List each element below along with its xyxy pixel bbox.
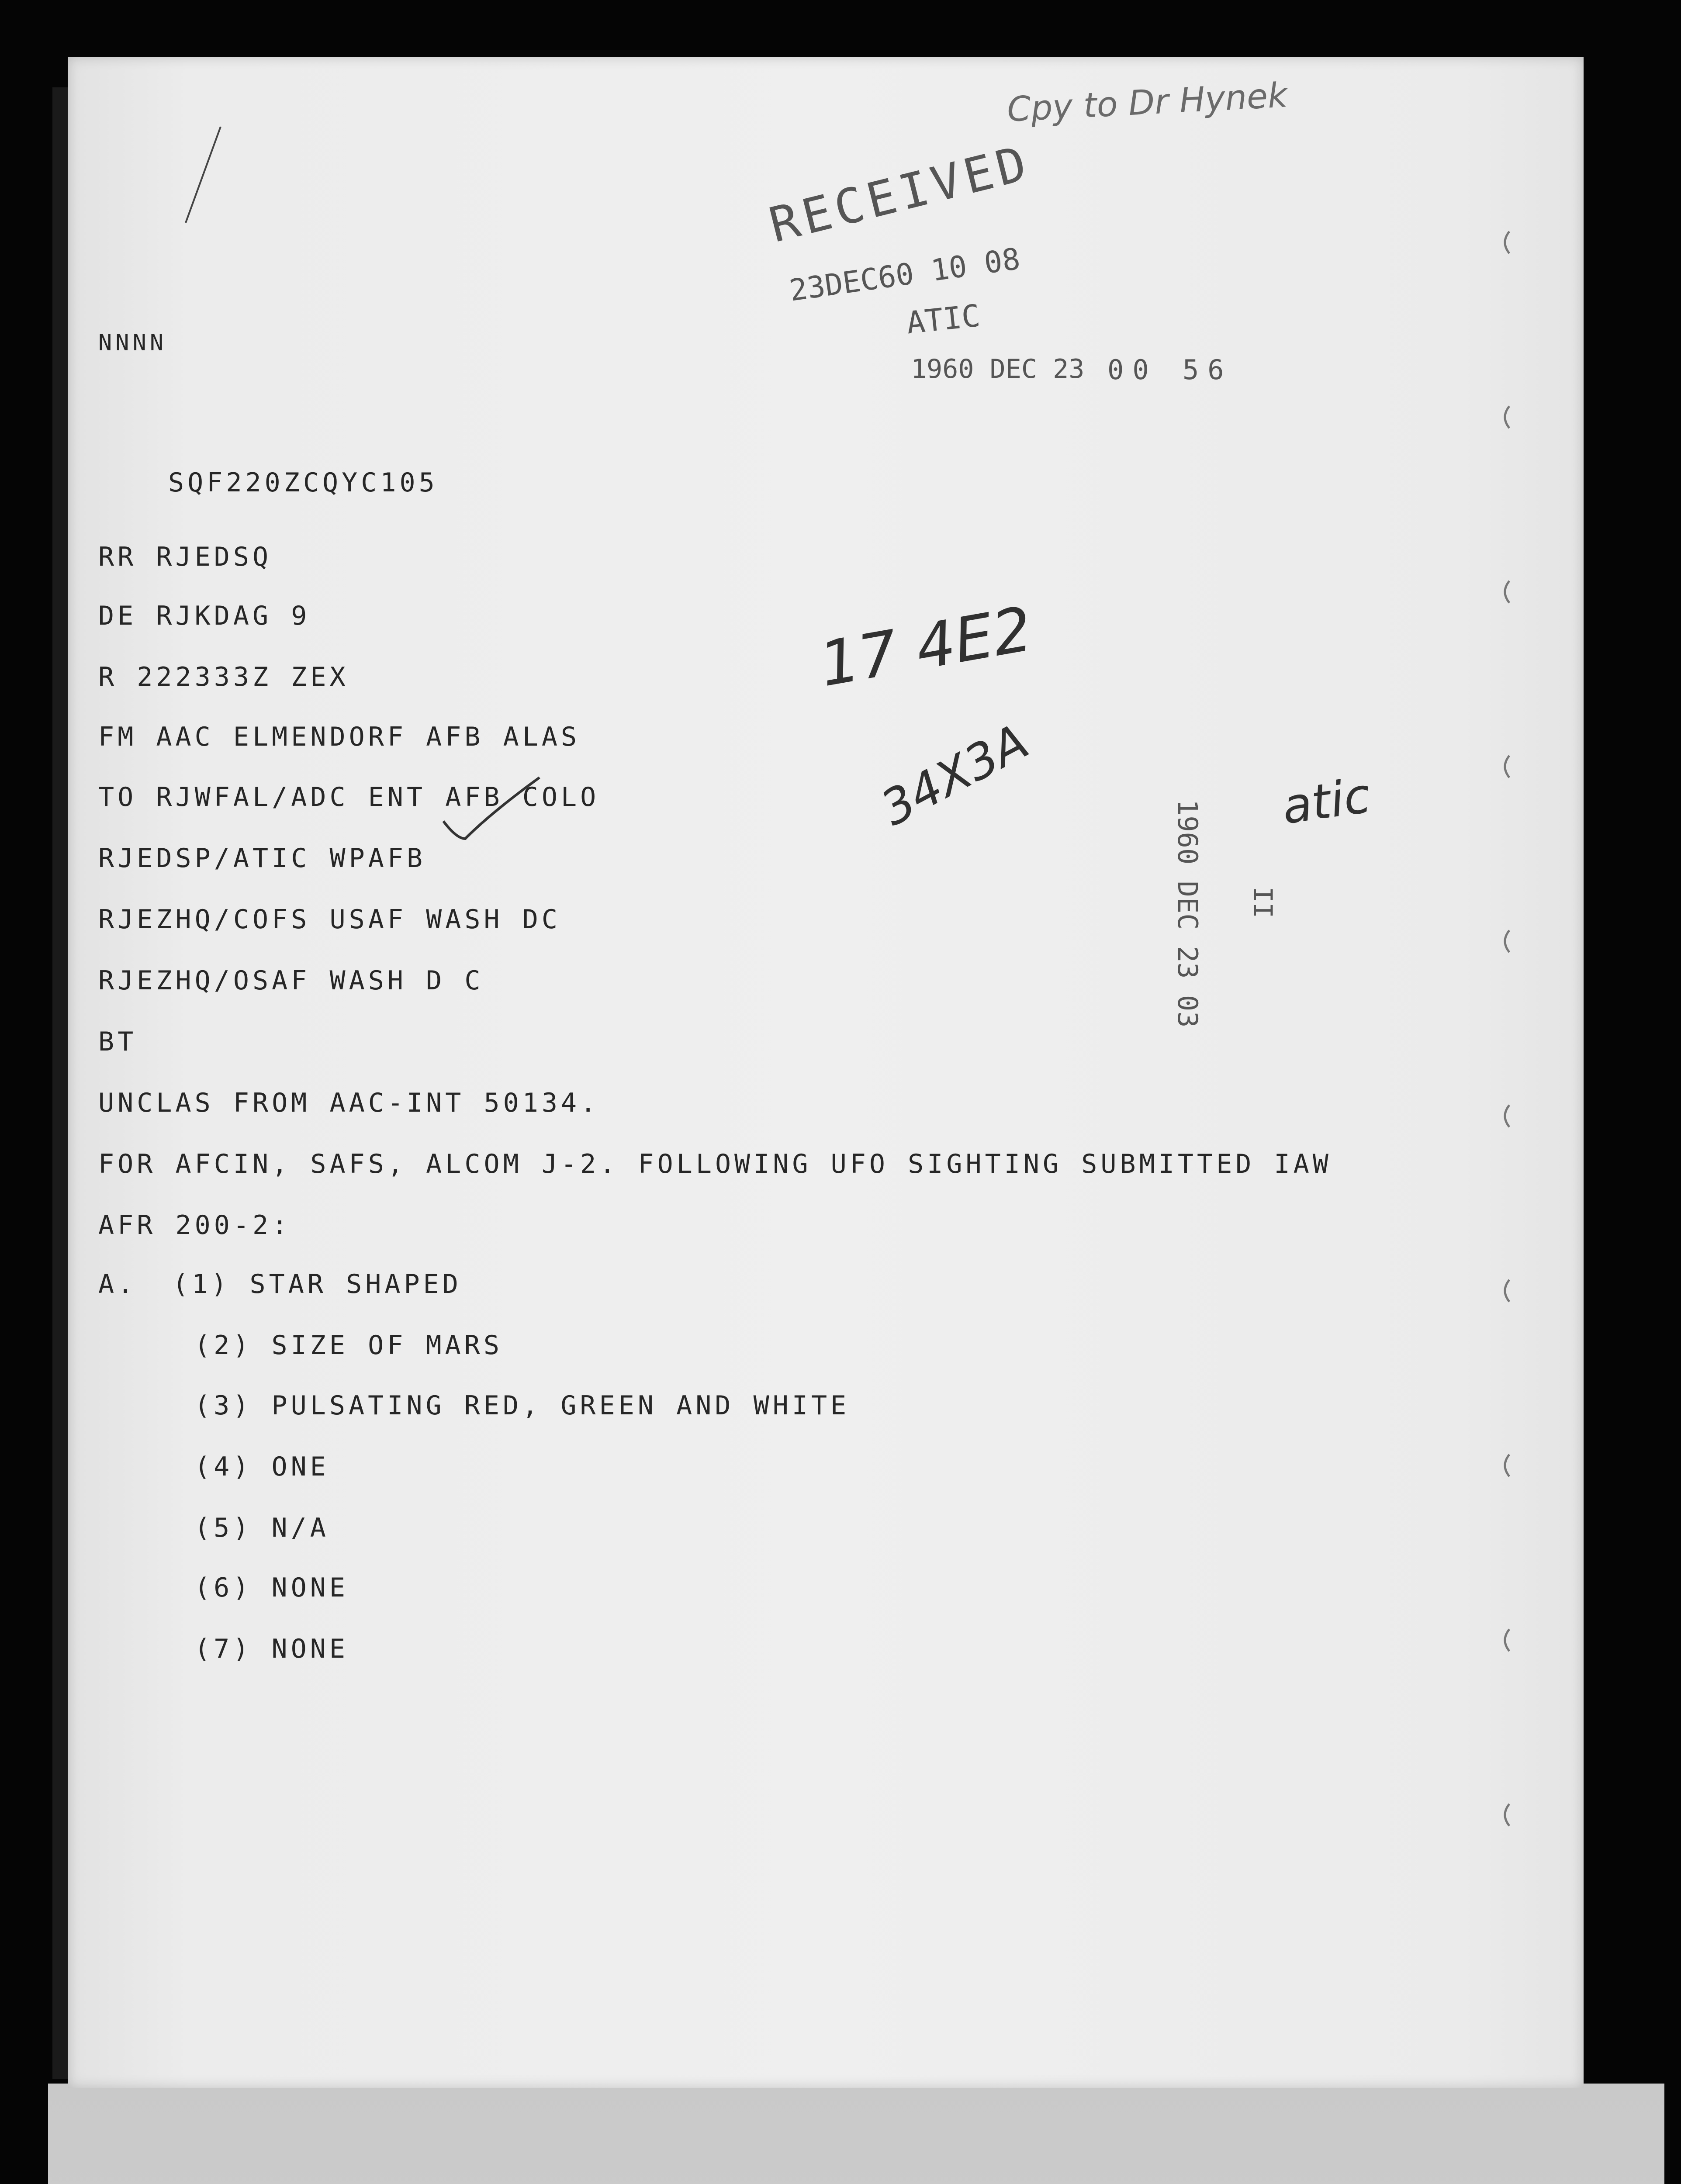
handwritten-code-1: 17 4E2 — [814, 593, 1038, 701]
message-line: BT — [98, 1026, 137, 1057]
time-stamp: 00 56 — [1107, 354, 1233, 386]
handwritten-note-top: Cpy to Dr Hynek — [1006, 76, 1289, 130]
side-marks: II — [1247, 887, 1278, 919]
section-a-item: (7) NONE — [194, 1634, 349, 1664]
lower-backing-strip — [48, 2084, 1664, 2184]
received-date-stamp: 23DEC60 10 08 — [787, 242, 1023, 308]
message-line: TO RJWFAL/ADC ENT AFB COLO — [98, 782, 600, 812]
message-line: R 222333Z ZEX — [98, 662, 349, 692]
section-a-item: (5) N/A — [194, 1513, 329, 1543]
side-date-stamp: 1960 DEC 23 03 — [1172, 799, 1204, 1028]
pen-stroke-decoration — [177, 122, 229, 227]
handwritten-code-2: 34X3A — [872, 713, 1038, 837]
received-stamp: RECEIVED — [764, 135, 1036, 253]
routing-id: SQF220ZCQYC105 — [168, 467, 438, 498]
section-a-item: (3) PULSATING RED, GREEN AND WHITE — [194, 1390, 850, 1421]
section-a-label: A. — [98, 1269, 137, 1299]
atic-stamp: ATIC — [905, 297, 982, 341]
message-line: UNCLAS FROM AAC-INT 50134. — [98, 1088, 600, 1118]
end-marker: NNNN — [98, 330, 167, 356]
date-stamp: 1960 DEC 23 — [911, 354, 1085, 384]
message-line: RJEDSP/ATIC WPAFB — [98, 843, 426, 874]
checkmark-icon — [439, 773, 544, 843]
message-line: FOR AFCIN, SAFS, ALCOM J-2. FOLLOWING UFO SIGHTING SUBMITTED IAW — [98, 1149, 1332, 1179]
message-line: DE RJKDAG 9 — [98, 601, 311, 631]
section-a-item: (4) ONE — [194, 1451, 329, 1482]
teletype-sheet — [68, 57, 1584, 2088]
message-line: FM AAC ELMENDORF AFB ALAS — [98, 722, 581, 752]
message-line: AFR 200-2: — [98, 1210, 291, 1241]
handwritten-side-note: atic — [1279, 767, 1374, 835]
message-line: RJEZHQ/OSAF WASH D C — [98, 965, 484, 996]
section-a-item: (1) STAR SHAPED — [173, 1269, 462, 1299]
margin-marks-decoration — [1492, 188, 1518, 1848]
section-a-item: (2) SIZE OF MARS — [194, 1330, 503, 1361]
section-a-item: (6) NONE — [194, 1572, 349, 1603]
message-line: RJEZHQ/COFS USAF WASH DC — [98, 904, 561, 935]
message-line: RR RJEDSQ — [98, 542, 272, 572]
